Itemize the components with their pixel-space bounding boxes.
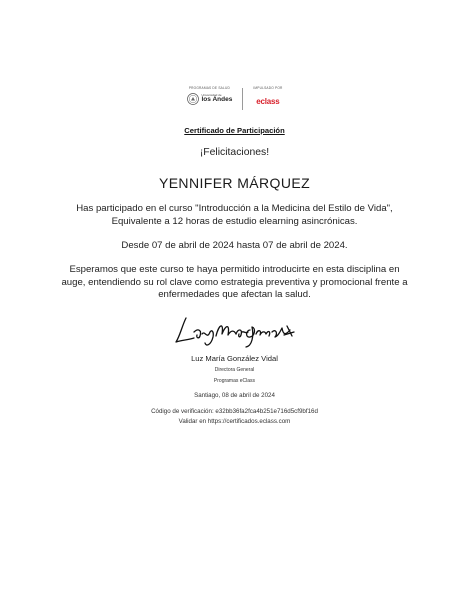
uandes-logo-name: los Andes [201, 96, 233, 104]
signature-text: Luz María González [172, 310, 181, 311]
signature [172, 310, 298, 350]
uandes-logo [187, 93, 233, 105]
eclass-logo: eclass [256, 97, 280, 106]
recipient-name: YENNIFER MÁRQUEZ [158, 175, 311, 191]
uandes-logo-block [187, 86, 233, 105]
signatory-role: Directora General [214, 367, 255, 373]
logo-header [0, 86, 469, 116]
verification-code: Código de verificación: e32bb36fa2fca4b251e716d5cf9bf16d [151, 408, 318, 415]
certificate-title: Certificado de Participación [184, 126, 285, 135]
validation-url: Validar en https://certificados.eclass.com [178, 418, 291, 425]
signatory-organization: Programas eClass [213, 378, 256, 384]
course-period: Desde 07 de abril de 2024 hasta 07 de abril de 2024. [121, 240, 348, 251]
course-statement: Has participado en el curso "Introducción a la Medicina del Estilo de Vida", Equivalente a 12 horas de estudio elearning asincrónicas. [76, 203, 393, 227]
eclass-logo-caption: IMPULSADO POR [253, 86, 283, 90]
logo-divider [242, 88, 243, 110]
greeting: ¡Felicitaciones! [199, 147, 270, 158]
university-seal-icon [187, 93, 199, 105]
uandes-logo-caption: PROGRAMAS DE SALUD [188, 86, 230, 90]
eclass-logo-block [253, 86, 282, 106]
signatory-name: Luz María González Vidal [191, 354, 278, 363]
place-and-date: Santiago, 08 de abril de 2024 [194, 392, 275, 399]
uandes-logo-small-text: Universidad de [201, 93, 222, 98]
closing-paragraph: Esperamos que este curso te haya permitido introducirte en esta disciplina en auge, entendiendo su rol clave como estrategia preventiva y promocional frente a enfermedades que afectan la salud. [61, 264, 408, 301]
